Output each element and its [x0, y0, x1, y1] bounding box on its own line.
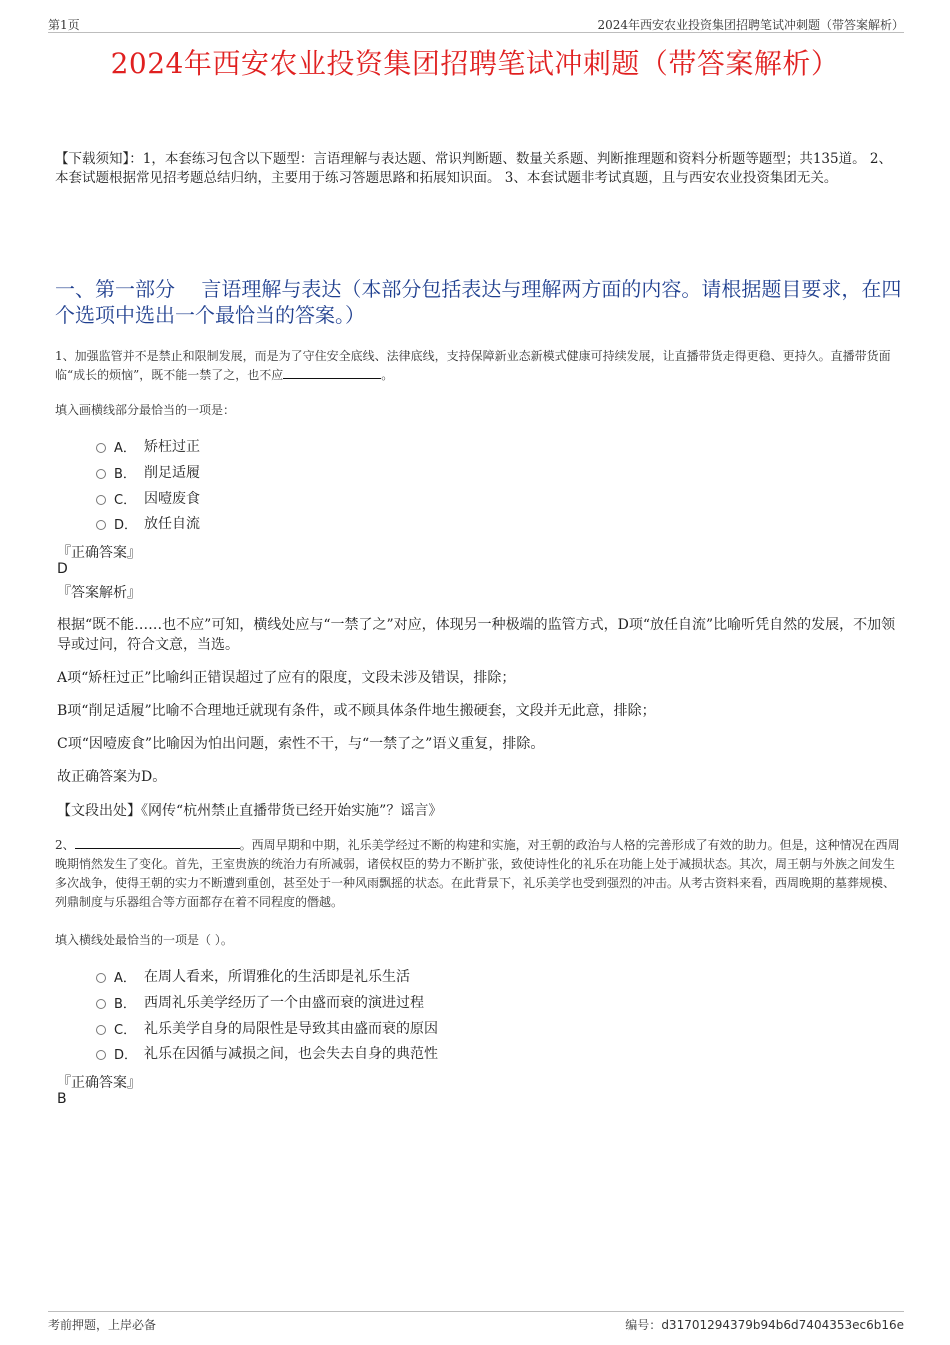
option-text: 礼乐在因循与减损之间，也会失去自身的典范性: [144, 1046, 438, 1062]
option-text: 西周礼乐美学经历了一个由盛而衰的演进过程: [144, 995, 424, 1011]
q1-analysis-label: 『答案解析』: [57, 585, 141, 601]
q2-answer: B: [57, 1091, 67, 1107]
question-1-stem-end: 。: [381, 368, 394, 382]
page-header: [48, 12, 904, 33]
option-letter: C．: [114, 1022, 137, 1038]
q2-option-b[interactable]: [96, 992, 424, 1012]
radio-icon[interactable]: [96, 469, 106, 479]
radio-icon[interactable]: [96, 973, 106, 983]
radio-icon[interactable]: [96, 1050, 106, 1060]
question-2-number: 2、: [55, 838, 75, 852]
q1-analysis-para: C项“因噎废食”比喻因为怕出问题，索性不干，与“一禁了之”语义重复，排除。: [57, 736, 545, 752]
question-2-stem: 。西周早期和中期，礼乐美学经过不断的构建和实施，对王朝的政治与人格的完善形成了有效的助力。但是，这种情况在西周晚期悄然发生了变化。首先，王室贵族的统治力有所减弱，诸侯权臣的势力不断扩张，致使诗性化的礼乐在功能上处于减损状态。其次，周王朝与外族之间发生多次战争，使得王朝的实力不断遭到重创，甚至处于一种风雨飘摇的状态。在此背景下，礼乐美学也受到强烈的冲击。从考古资料来看，西周晚期的墓葬规模、列鼎制度与乐器组合等方面都存在着不同程度的僭越。: [55, 838, 900, 909]
radio-icon[interactable]: [96, 1025, 106, 1035]
radio-icon[interactable]: [96, 520, 106, 530]
q1-analysis-para: A项“矫枉过正”比喻纠正错误超过了应有的限度，文段未涉及错误，排除；: [57, 670, 516, 686]
footer-code-value: d31701294379b94b6d7404353ec6b16e: [661, 1318, 904, 1332]
question-2-instruction: 填入横线处最恰当的一项是（ ）。: [55, 933, 233, 947]
option-text: 因噎废食: [144, 491, 200, 507]
question-2-text: [55, 836, 900, 912]
footer-slogan: 考前押题，上岸必备: [48, 1318, 157, 1332]
q2-option-d[interactable]: [96, 1043, 438, 1063]
q1-option-a[interactable]: [96, 436, 200, 456]
question-1-instruction: 填入画横线部分最恰当的一项是：: [55, 403, 236, 417]
radio-icon[interactable]: [96, 999, 106, 1009]
option-text: 削足适履: [144, 465, 200, 481]
answer-blank: [75, 836, 240, 849]
q1-option-b[interactable]: [96, 462, 200, 482]
q1-analysis-para: B项“削足适履”比喻不合理地迁就现有条件，或不顾具体条件地生搬硬套，文段并无此意，排除；: [57, 703, 656, 719]
option-text: 礼乐美学自身的局限性是导致其由盛而衰的原因: [144, 1021, 438, 1037]
footer-code: [625, 1316, 904, 1333]
option-letter: A．: [114, 440, 136, 456]
document-title: 2024年西安农业投资集团招聘笔试冲刺题（带答案解析）: [110, 47, 840, 80]
option-text: 在周人看来，所谓雅化的生活即是礼乐生活: [144, 969, 410, 985]
q1-source: 【文段出处】《网传“杭州禁止直播带货已经开始实施”？谣言》: [57, 803, 443, 819]
answer-blank: [283, 366, 381, 379]
radio-icon[interactable]: [96, 443, 106, 453]
option-letter: C．: [114, 492, 137, 508]
header-doc-title: 2024年西安农业投资集团招聘笔试冲刺题（带答案解析）: [597, 18, 904, 32]
q1-analysis-para: 故正确答案为D。: [57, 769, 167, 785]
question-1-text: [55, 347, 900, 385]
q2-option-c[interactable]: [96, 1018, 438, 1038]
option-text: 放任自流: [144, 516, 200, 532]
option-letter: A．: [114, 970, 136, 986]
q2-answer-label: 『正确答案』: [57, 1075, 141, 1091]
q1-analysis-para: 根据“既不能……也不应”可知，横线处应与“一禁了之”对应，体现另一种极端的监管方式，D项“放任自流”比喻听凭自然的发展，不加领导或过问，符合文意，当选。: [57, 617, 896, 653]
option-letter: D．: [114, 1047, 138, 1063]
option-text: 矫枉过正: [144, 439, 200, 455]
question-1-stem: 1、加强监管并不是禁止和限制发展，而是为了守住安全底线、法律底线，支持保障新业态新模式健康可持续发展，让直播带货走得更稳、更持久。直播带货面临“成长的烦恼”，既不能一禁了之，也不应: [55, 349, 891, 382]
q1-option-d[interactable]: [96, 513, 200, 533]
q1-option-c[interactable]: [96, 488, 200, 508]
download-notice: 【下载须知】：1，本套练习包含以下题型：言语理解与表达题、常识判断题、数量关系题、判断推理题和资料分析题等题型；共135道。 2、本套试题根据常见招考题总结归纳，主要用于练习答题思路和拓展知识面。 3、本套试题非考试真题，且与西安农业投资集团无关。: [55, 151, 892, 186]
option-letter: D．: [114, 517, 138, 533]
page-number: 第1页: [48, 18, 80, 32]
footer-code-label: 编号：: [625, 1318, 662, 1332]
q2-option-a[interactable]: [96, 966, 410, 986]
footer-divider: [48, 1311, 904, 1312]
option-letter: B．: [114, 996, 136, 1012]
option-letter: B．: [114, 466, 136, 482]
section-heading: 一、第一部分 言语理解与表达（本部分包括表达与理解两方面的内容。请根据题目要求，在四个选项中选出一个最恰当的答案。）: [55, 277, 902, 327]
q1-answer-label: 『正确答案』: [57, 545, 141, 561]
q1-answer: D: [57, 561, 68, 577]
radio-icon[interactable]: [96, 495, 106, 505]
